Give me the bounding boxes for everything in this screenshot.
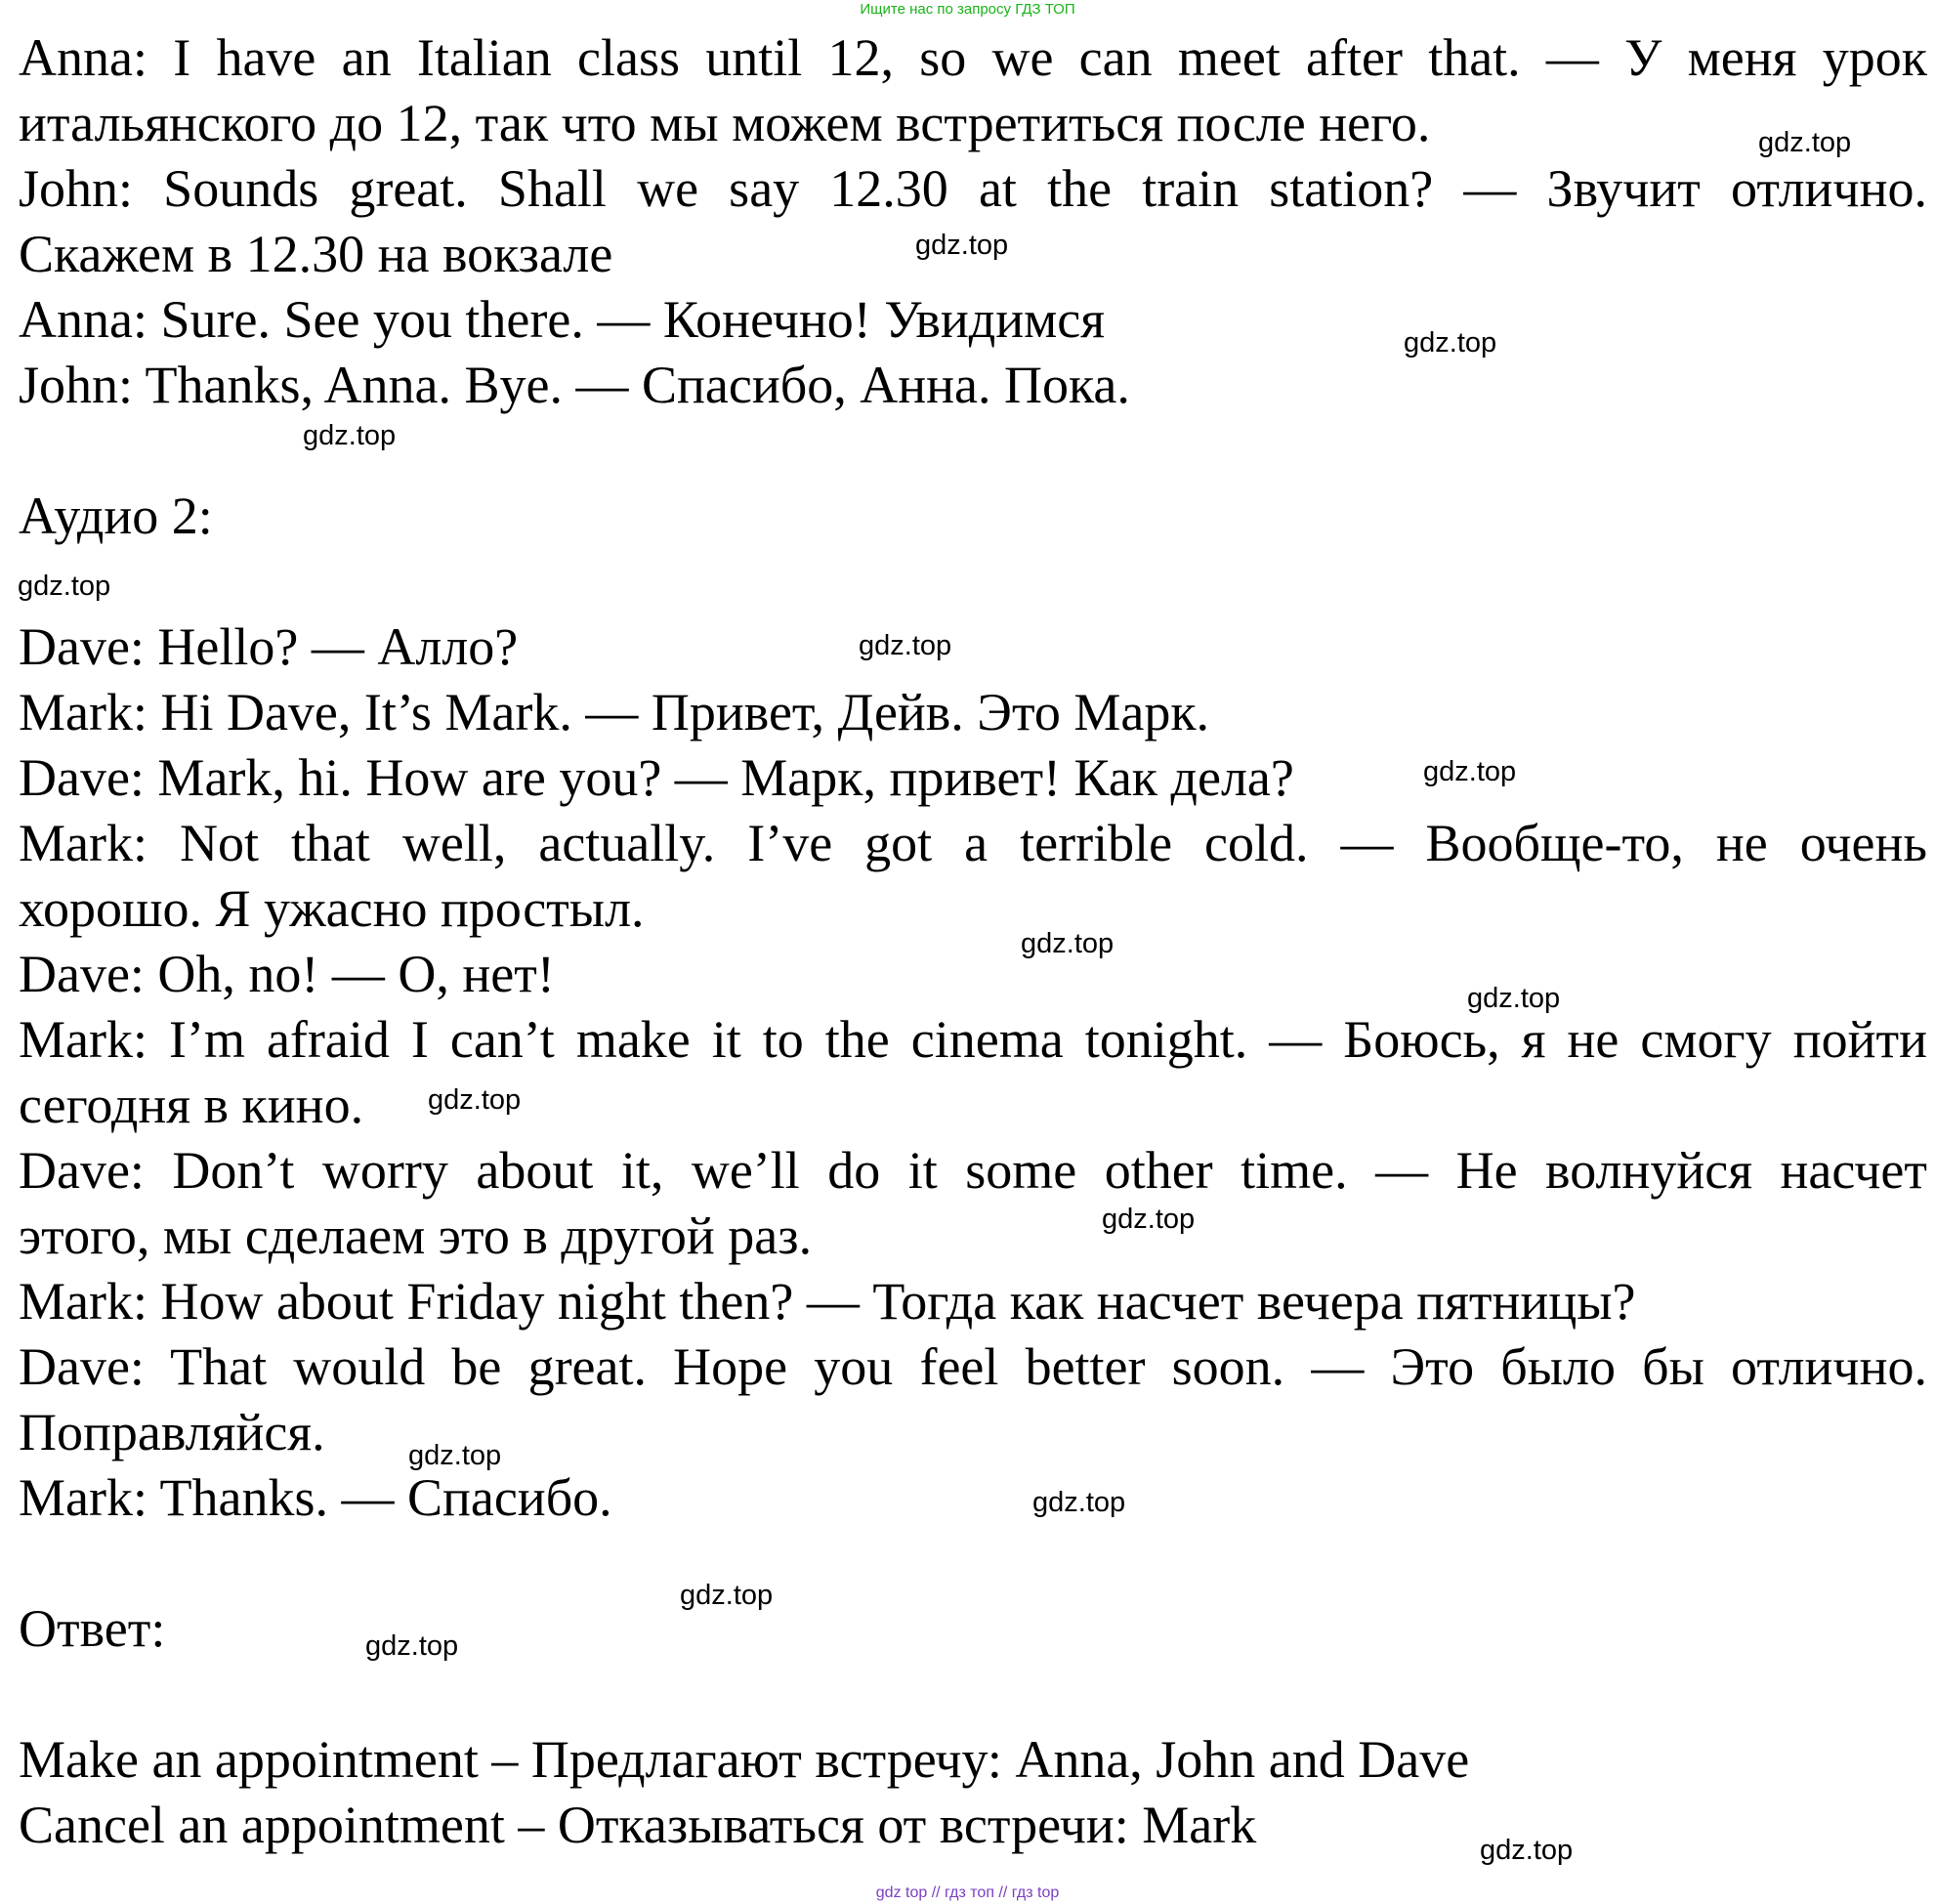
text-line: хорошо. Я ужасно простыл. xyxy=(19,879,645,938)
watermark: gdz.top xyxy=(1423,756,1517,787)
spacer xyxy=(19,1662,1927,1727)
text-line: Anna: I have an Italian class until 12, so we can meet after that. — У меня урок xyxy=(19,28,1927,87)
spacer xyxy=(19,549,1927,614)
watermark: gdz.top xyxy=(303,420,397,451)
text-line: этого, мы сделаем это в другой раз. xyxy=(19,1206,813,1265)
watermark: gdz.top xyxy=(428,1084,522,1116)
text-line: Dave: Oh, no! — О, нет! xyxy=(19,945,555,1003)
top-banner: Ищите нас по запросу ГДЗ ТОП xyxy=(860,1,1075,18)
text-line: Dave: Hello? — Алло? xyxy=(19,617,519,676)
text-line: Anna: Sure. See you there. — Конечно! Увидимся xyxy=(19,290,1106,349)
watermark: gdz.top xyxy=(18,571,111,602)
section-heading: Аудио 2: xyxy=(19,487,213,545)
answer-line: Make an appointment – Предлагают встречу: Anna, John and Dave xyxy=(19,1730,1470,1789)
text-line: Mark: I’m afraid I can’t make it to the cinema tonight. — Боюсь, я не смогу пойти xyxy=(19,1010,1927,1069)
document-body xyxy=(19,25,1927,1858)
watermark: gdz.top xyxy=(1467,983,1561,1014)
text-line: John: Sounds great. Shall we say 12.30 at the train station? — Звучит отлично. xyxy=(19,159,1927,218)
spacer xyxy=(19,1531,1927,1596)
watermark: gdz.top xyxy=(1102,1204,1196,1235)
watermark: gdz.top xyxy=(365,1630,459,1662)
watermark: gdz.top xyxy=(1021,928,1115,959)
watermark: gdz.top xyxy=(1480,1835,1574,1866)
text-line: Dave: Mark, hi. How are you? — Марк, привет! Как дела? xyxy=(19,748,1294,807)
text-line: Поправляйся. xyxy=(19,1403,325,1461)
watermark: gdz.top xyxy=(408,1440,502,1471)
footer-links: gdz top // гдз топ // гдз top xyxy=(875,1884,1060,1901)
text-line: Скажем в 12.30 на вокзале xyxy=(19,225,613,283)
watermark: gdz.top xyxy=(915,230,1009,261)
watermark: gdz.top xyxy=(1404,327,1497,359)
text-line: Mark: How about Friday night then? — Тогда как насчет вечера пятницы? xyxy=(19,1272,1636,1331)
text-line: Dave: That would be great. Hope you feel better soon. — Это было бы отлично. xyxy=(19,1337,1927,1396)
text-line: Mark: Thanks. — Спасибо. xyxy=(19,1468,612,1527)
watermark: gdz.top xyxy=(1758,127,1852,158)
text-line: Mark: Hi Dave, It’s Mark. — Привет, Дейв. Это Марк. xyxy=(19,683,1210,741)
text-line: Dave: Don’t worry about it, we’ll do it some other time. — Не волнуйся насчет xyxy=(19,1141,1927,1200)
watermark: gdz.top xyxy=(1032,1487,1126,1518)
answer-heading: Ответ: xyxy=(19,1599,166,1658)
watermark: gdz.top xyxy=(859,630,952,661)
text-line: John: Thanks, Anna. Bye. — Спасибо, Анна. Пока. xyxy=(19,356,1130,414)
text-line: Mark: Not that well, actually. I’ve got a terrible cold. — Вообще-то, не очень xyxy=(19,814,1927,872)
watermark: gdz.top xyxy=(680,1580,774,1611)
text-line: сегодня в кино. xyxy=(19,1076,364,1134)
answer-line: Cancel an appointment – Отказываться от встречи: Mark xyxy=(19,1796,1257,1854)
text-line: итальянского до 12, так что мы можем встретиться после него. xyxy=(19,94,1431,152)
